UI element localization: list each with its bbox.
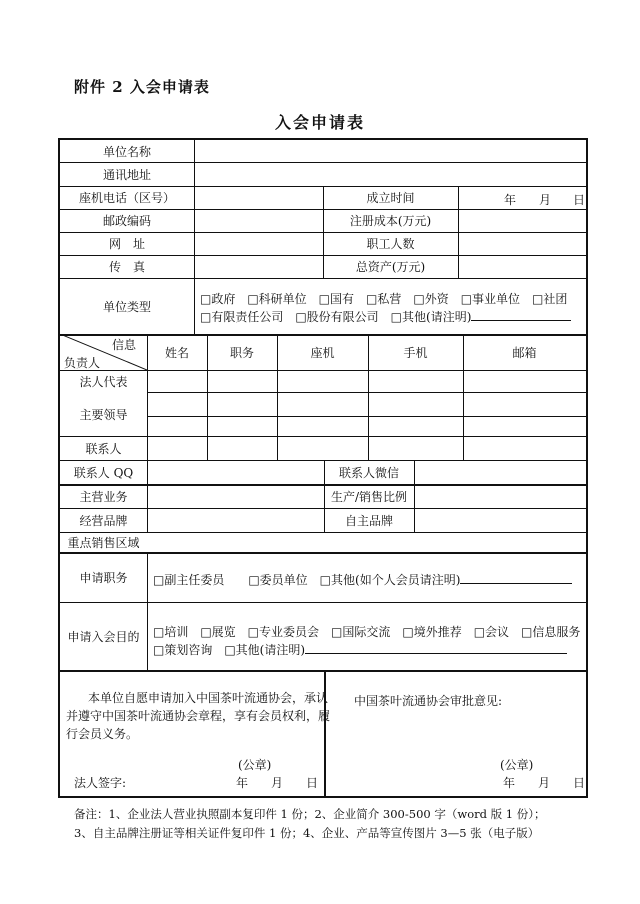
- row-line: [147, 416, 586, 417]
- col-line: [147, 460, 148, 484]
- other-underline: [471, 310, 571, 321]
- label-website: 网 址: [108, 237, 145, 251]
- purpose-options-1[interactable]: □培训 □展览 □专业委员会 □国际交流 □境外推荐 □会议 □信息服务: [153, 625, 581, 639]
- label-founded: 成立时间: [366, 191, 415, 205]
- diag-label-person: 负责人: [64, 356, 101, 370]
- position-options[interactable]: [153, 571, 572, 588]
- row-main-leader: 主要领导: [79, 407, 128, 422]
- declaration-line-3: 行会员义务。: [66, 727, 139, 741]
- col-header-mobile: 手机: [403, 345, 428, 360]
- form-title: 入会申请表: [274, 113, 365, 132]
- approval-text: 中国茶叶流通协会审批意见:: [354, 694, 503, 708]
- label-employees: 职工人数: [366, 237, 415, 251]
- declaration-day: 日: [306, 776, 319, 790]
- purpose-options-2-text: □策划咨询 □其他(请注明): [153, 643, 306, 657]
- declaration-month: 月: [271, 776, 284, 790]
- label-ratio: 生产/销售比例: [330, 489, 408, 504]
- application-form: [58, 138, 588, 798]
- notes-line-1: 备注：1、企业法人营业执照副本复印件 1 份；2、企业简介 300-500 字（word 版 1 份）；: [74, 807, 546, 821]
- founded-month: 月: [539, 193, 552, 207]
- unit-type-options-2[interactable]: [200, 308, 571, 325]
- diag-label-info: 信息: [112, 338, 137, 352]
- label-postcode: 邮政编码: [102, 214, 151, 228]
- label-purpose: 申请入会目的: [67, 629, 140, 644]
- row-contact: 联系人: [85, 441, 122, 456]
- approval-year: 年: [503, 776, 516, 790]
- col-header-landline: 座机: [310, 345, 335, 360]
- row-line: [147, 392, 586, 393]
- col-line: [414, 460, 415, 484]
- label-total-assets: 总资产(万元): [355, 260, 426, 274]
- declaration-seal: (公章): [238, 758, 272, 772]
- declaration-line-2: 并遵守中国茶叶流通协会章程，享有会员权利，履: [66, 709, 331, 723]
- label-main-business: 主营业务: [79, 489, 128, 504]
- col-header-name: 姓名: [164, 345, 189, 360]
- col-line: [414, 484, 415, 532]
- other-underline: [305, 643, 567, 654]
- approval-seal: (公章): [500, 758, 534, 772]
- founded-year: 年: [504, 193, 517, 207]
- notes-line-2: 3、自主品牌注册证等相关证件复印件 1 份；4、企业、产品等宣传图片 3—5 张（电子版）: [74, 826, 540, 840]
- col-line: [147, 552, 148, 670]
- col-line: [194, 140, 195, 278]
- col-line: [147, 484, 148, 532]
- approval-month: 月: [538, 776, 551, 790]
- label-own-brand: 自主品牌: [344, 513, 393, 528]
- signature-label: 法人签字:: [74, 776, 127, 790]
- unit-type-options-1[interactable]: □政府 □科研单位 □国有 □私营 □外资 □事业单位 □社团: [200, 292, 568, 306]
- attachment-heading: 附件 2 入会申请表: [74, 78, 210, 96]
- label-address: 通讯地址: [102, 167, 151, 182]
- label-position: 申请职务: [79, 570, 128, 585]
- approval-day: 日: [573, 776, 586, 790]
- col-line: [458, 186, 459, 278]
- row-line: [60, 670, 586, 672]
- label-phone: 座机电话（区号）: [78, 191, 175, 205]
- founded-day: 日: [573, 193, 586, 207]
- col-header-title: 职务: [229, 345, 254, 360]
- label-fax: 传 真: [108, 260, 145, 274]
- declaration-year: 年: [236, 776, 249, 790]
- label-sales-region: 重点销售区域: [67, 535, 140, 550]
- label-contact-qq: 联系人 QQ: [73, 465, 134, 480]
- col-header-email: 邮箱: [512, 345, 537, 360]
- position-options-text: □副主任委员 □委员单位 □其他(如个人会员请注明): [153, 573, 461, 587]
- label-unit-name: 单位名称: [102, 144, 151, 159]
- label-contact-wechat: 联系人微信: [338, 465, 399, 480]
- declaration-line-1: 本单位自愿申请加入中国茶叶流通协会，承认: [88, 691, 329, 705]
- unit-type-options-2-text: □有限责任公司 □股份有限公司 □其他(请注明): [200, 310, 472, 324]
- row-legal-rep: 法人代表: [79, 374, 128, 389]
- label-reg-capital: 注册成本(万元): [349, 214, 432, 228]
- label-brand: 经营品牌: [79, 513, 128, 528]
- col-line: [194, 278, 195, 334]
- label-unit-type: 单位类型: [102, 299, 151, 314]
- other-underline: [460, 573, 572, 584]
- purpose-options-2[interactable]: [153, 641, 567, 658]
